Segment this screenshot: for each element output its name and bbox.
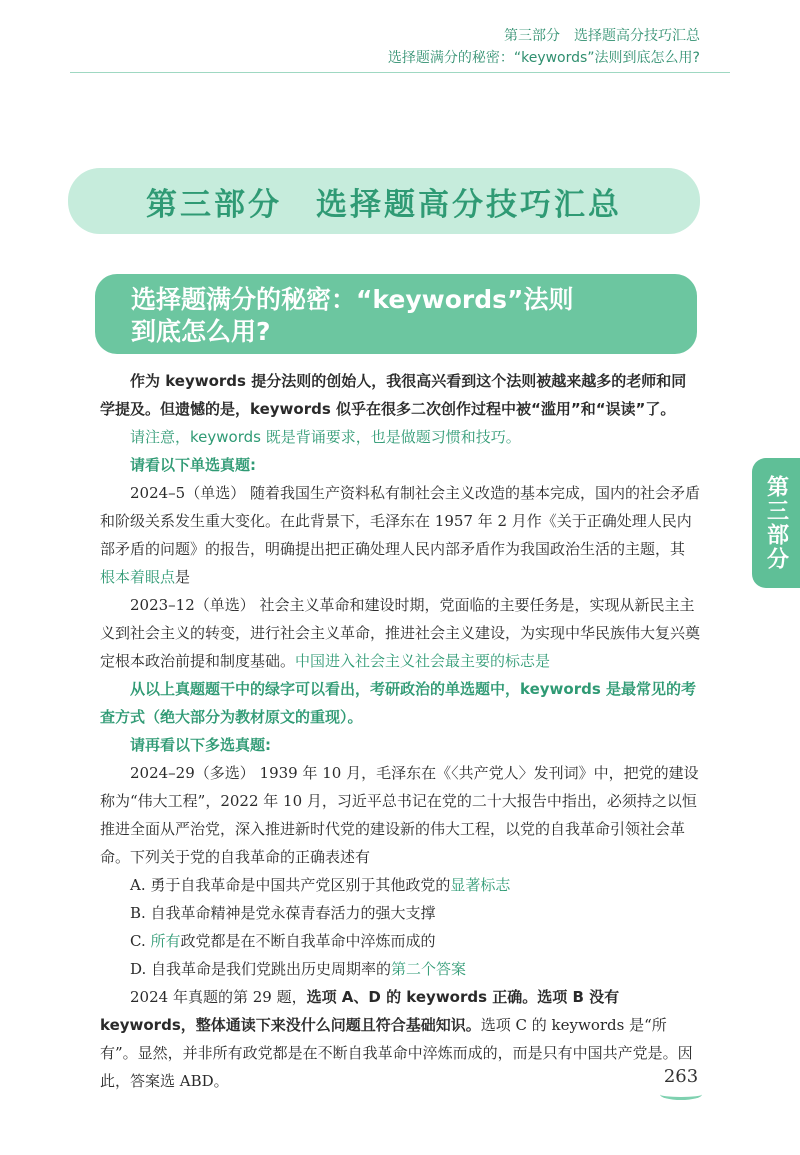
chapter-side-tab-label: 第三部分 bbox=[763, 475, 789, 571]
option-d bbox=[100, 955, 700, 983]
option-c bbox=[100, 927, 700, 955]
option-d-text: D. 自我革命是我们党跳出历史周期率的 bbox=[130, 960, 392, 978]
section-title-line1: 选择题满分的秘密：“keywords”法则 bbox=[131, 285, 574, 314]
note-paragraph: 请注意，keywords 既是背诵要求，也是做题习惯和技巧。 bbox=[130, 428, 521, 446]
part-title-banner bbox=[68, 168, 700, 234]
option-d-keyword: 第二个答案 bbox=[391, 960, 467, 978]
option-b: B. 自我革命精神是党永葆青春活力的强大支撑 bbox=[130, 904, 436, 922]
analysis-part1: 2024 年真题的第 29 题， bbox=[130, 988, 307, 1006]
option-c-keyword: 所有 bbox=[150, 932, 181, 950]
page-body bbox=[100, 367, 700, 1095]
multi-choice-intro: 请再看以下多选真题: bbox=[130, 736, 271, 754]
chapter-side-tab bbox=[752, 458, 800, 588]
question-2024-5-keyword: 根本着眼点 bbox=[100, 568, 176, 586]
analysis-part2: 选项 C 的 keywords 是“所有”。显然，并非所有政党都是在不断自我革命中淬炼而成的，而是只有中国共产党是。因此，答案选 ABD。 bbox=[100, 1016, 693, 1090]
question-2023-12 bbox=[100, 591, 700, 675]
question-2024-29: 2024–29（多选） 1939 年 10 月，毛泽东在《〈共产党人〉发刊词》中，把党的建设称为“伟大工程”，2022 年 10 月，习近平总书记在党的二十大报告中指出，必须持之以恒推进全面从严治党，深入推进新时代党的建设新的伟大工程，以党的自我革命引领社会革命。下列关于党的自我革命的正确表述有 bbox=[100, 764, 699, 866]
section-title-banner bbox=[95, 274, 697, 354]
option-a bbox=[100, 871, 700, 899]
option-c-prefix: C. bbox=[130, 932, 151, 950]
question-2023-12-text: 2023–12（单选） 社会主义革命和建设时期，党面临的主要任务是，实现从新民主主义到社会主义的转变，进行社会主义革命，推进社会主义建设，为实现中华民族伟大复兴奠定根本政治前提和制度基础。 bbox=[100, 596, 701, 670]
analysis-paragraph bbox=[100, 983, 700, 1095]
option-a-keyword: 显著标志 bbox=[450, 876, 511, 894]
question-2024-5 bbox=[100, 479, 700, 591]
section-title-line2: 到底怎么用? bbox=[131, 317, 271, 346]
summary-paragraph: 从以上真题题干中的绿字可以看出，考研政治的单选题中，keywords 是最常见的考查方式（绝大部分为教材原文的重现）。 bbox=[100, 680, 696, 726]
option-c-text: 政党都是在不断自我革命中淬炼而成的 bbox=[180, 932, 436, 950]
page-number-decoration bbox=[660, 1089, 702, 1100]
question-2023-12-keyword: 中国进入社会主义社会最主要的标志是 bbox=[295, 652, 551, 670]
question-2024-5-text: 2024–5（单选） 随着我国生产资料私有制社会主义改造的基本完成，国内的社会矛盾和阶级关系发生重大变化。在此背景下，毛泽东在 1957 年 2 月作《关于正确处理人民内部矛盾的问题》的报告，明确提出把正确处理人民内部矛盾作为我国政治生活的主题，其 bbox=[100, 484, 700, 558]
header-divider bbox=[70, 72, 730, 73]
question-2024-5-end: 是 bbox=[175, 568, 191, 586]
running-header bbox=[388, 26, 700, 68]
analysis-bold: 选项 A、D 的 keywords 正确。选项 B 没有 keywords，整体通读下来没什么问题且符合基础知识。 bbox=[100, 988, 620, 1034]
running-header-part-title: 第三部分 选择题高分技巧汇总 bbox=[504, 28, 700, 44]
part-title: 第三部分 选择题高分技巧汇总 bbox=[146, 186, 622, 223]
intro-paragraph: 作为 keywords 提分法则的创始人，我很高兴看到这个法则被越来越多的老师和同学提及。但遗憾的是，keywords 似乎在很多二次创作过程中被“滥用”和“误读”了。 bbox=[100, 372, 687, 418]
single-choice-intro: 请看以下单选真题: bbox=[130, 456, 256, 474]
running-header-section-title: 选择题满分的秘密：“keywords”法则到底怎么用? bbox=[387, 50, 700, 66]
page-number: 263 bbox=[663, 1066, 699, 1087]
option-a-text: A. 勇于自我革命是中国共产党区别于其他政党的 bbox=[130, 876, 451, 894]
